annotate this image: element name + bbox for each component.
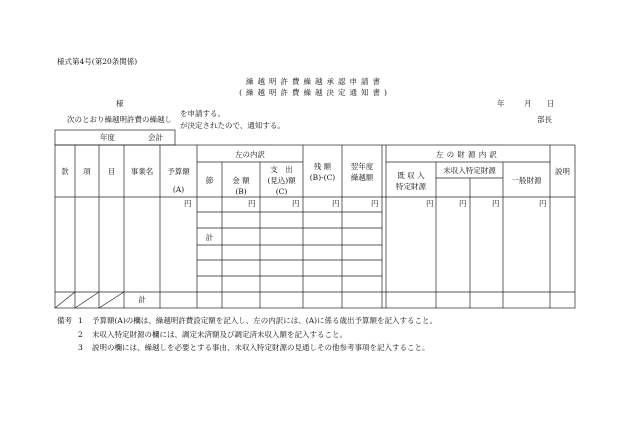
header-setsu: 節: [205, 176, 214, 185]
header-kingaku: 金 額: [232, 176, 250, 185]
unit-kishu: 円: [426, 199, 434, 208]
header-setsumei: 説明: [555, 167, 570, 176]
header-zaigen: 左の財源内訳: [435, 150, 501, 159]
date-day: 日: [547, 99, 555, 108]
unit-yosan: 円: [184, 199, 192, 208]
header-shishutsu: 支 出: [270, 165, 293, 174]
header-uchiwake: 左の内訳: [235, 150, 265, 159]
issuer-suffix: 部長: [537, 115, 552, 124]
unit-mishu-1: 円: [459, 199, 467, 208]
header-kingaku-sub: (B): [235, 187, 247, 196]
unit-mishu-2: 円: [492, 199, 500, 208]
account-label: 会計: [148, 133, 163, 142]
note-1-text: 予算額(A)の欄は、繰越明許費設定額を記入し、左の内訳には、(A)に係る歳出予算額を記入すること。: [92, 316, 438, 325]
note-2-text: 未収入特定財源の欄には、調定未済額及び調定済未収入額を記入すること。: [92, 330, 347, 339]
note-3-text: 説明の欄には、繰越しを必要とする事由、未収入特定財源の見通しその他参考事項を記入すること。: [92, 343, 430, 352]
note-2-number: 2: [78, 330, 83, 339]
fiscal-year-box: [55, 130, 175, 145]
unit-zangaku: 円: [332, 199, 340, 208]
header-shishutsu-2: (見込)額: [267, 176, 296, 185]
header-zangaku-sub: (B)-(C): [309, 173, 336, 182]
addressee-suffix: 様: [116, 99, 124, 108]
notes-label: 備考: [57, 316, 72, 325]
subtotal-label: 計: [205, 233, 214, 242]
unit-kingaku: 円: [248, 199, 256, 208]
form-title: 繰越明許費繰越承認申請書: [246, 77, 384, 86]
unit-yokunendo: 円: [371, 199, 379, 208]
form-number: 様式第4号(第20条関係): [57, 57, 138, 66]
header-yosan: 予算額: [167, 167, 190, 176]
date-year: 年: [497, 99, 505, 108]
header-shishutsu-sub: (C): [275, 187, 288, 196]
header-yokunendo: 翌年度: [350, 162, 374, 171]
form-title-sub: (繰越明許費繰越決定通知書): [239, 88, 391, 97]
header-kishu-2: 特定財源: [396, 182, 426, 191]
intro-right-apply: を申請する。: [180, 109, 225, 118]
header-mishu: 未収入特定財源: [443, 166, 496, 175]
header-ippan: 一般財源: [511, 176, 542, 185]
header-kishu: 既 収 入: [397, 171, 425, 180]
header-jigyo: 事業名: [130, 167, 154, 176]
unit-shishutsu: 円: [292, 199, 300, 208]
header-kan: 款: [61, 167, 69, 176]
note-1-number: 1: [78, 316, 83, 325]
note-3-number: 3: [78, 343, 83, 352]
total-label: 計: [138, 295, 146, 304]
header-zangaku: 残 額: [313, 162, 332, 171]
header-yosan-sub: (A): [172, 185, 185, 194]
header-yokunendo-2: 繰越額: [350, 173, 374, 182]
intro-left: 次のとおり繰越明許費の繰越し: [67, 115, 172, 124]
unit-ippan: 円: [539, 199, 547, 208]
fiscal-year-label: 年度: [100, 133, 115, 142]
header-moku: 目: [107, 167, 116, 176]
date-month: 月: [524, 99, 532, 108]
header-kou: 項: [83, 167, 91, 176]
intro-right-notify: が決定されたので、通知する。: [180, 121, 285, 130]
